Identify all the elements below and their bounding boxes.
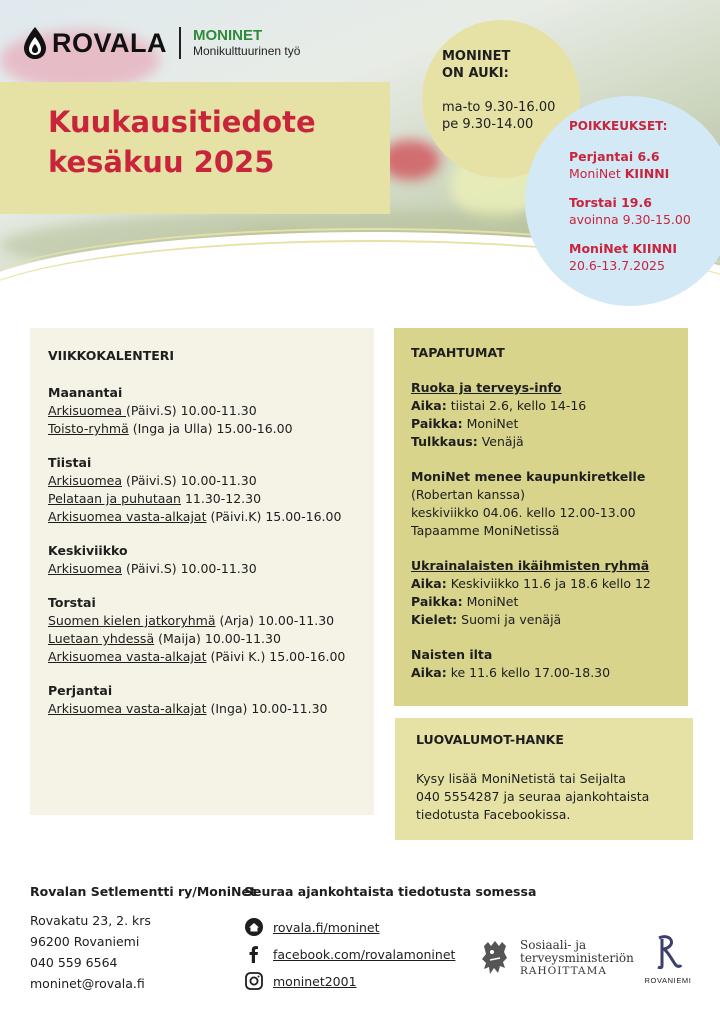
instagram-link[interactable]: moninet2001	[273, 973, 357, 989]
exception-note: MoniNet KIINNI	[569, 166, 670, 181]
day-monday	[48, 384, 374, 438]
org-name: Rovalan Setlementti ry/MoniNet	[30, 884, 256, 899]
day-name: Perjantai	[48, 683, 113, 698]
facebook-icon	[244, 944, 264, 964]
rovala-drop-icon	[22, 26, 48, 60]
exceptions-heading: POIKKEUKSET:	[569, 119, 668, 133]
group-link[interactable]: Suomen kielen jatkoryhmä	[48, 613, 216, 628]
ministry-logo	[478, 938, 634, 978]
weekly-calendar	[30, 328, 374, 815]
group-link[interactable]: Pelataan ja puhutaan	[48, 491, 181, 506]
page-subtitle: kesäkuu 2025	[48, 145, 275, 179]
page-title: Kuukausitiedote	[48, 105, 316, 139]
calendar-row: Arkisuomea vasta-alkajat (Päivi K.) 15.00-16.00	[48, 649, 346, 664]
facebook-link[interactable]: facebook.com/rovalamoninet	[273, 946, 456, 962]
calendar-row: Arkisuomea (Päivi.S) 10.00-11.30	[48, 561, 257, 576]
ministry-text: Sosiaali- ja terveysministeriön RAHOITTAMA	[520, 937, 634, 977]
instagram-icon	[244, 971, 264, 991]
home-icon	[244, 917, 264, 937]
event-line: Aika: tiistai 2.6, kello 14-16	[411, 398, 587, 413]
luovalumot-text: tiedotusta Facebookissa.	[416, 807, 571, 822]
luovalumot-heading: LUOVALUMOT-HANKE	[416, 732, 564, 747]
calendar-row: Luetaan yhdessä (Maija) 10.00-11.30	[48, 631, 281, 646]
group-link[interactable]: Arkisuomea vasta-alkajat	[48, 701, 207, 716]
event-line: Aika: Keskiviikko 11.6 ja 18.6 kello 12	[411, 576, 651, 591]
event-line: Paikka: MoniNet	[411, 594, 519, 609]
lion-crest-icon	[478, 938, 512, 978]
day-friday	[48, 682, 374, 718]
calendar-row: Pelataan ja puhutaan 11.30-12.30	[48, 491, 262, 506]
day-name: Tiistai	[48, 455, 92, 470]
luovalumot-text: Kysy lisää MoniNetistä tai Seijalta	[416, 771, 626, 786]
day-name: Keskiviikko	[48, 543, 128, 558]
event-line: Paikka: MoniNet	[411, 416, 519, 431]
event-line: keskiviikko 04.06. kello 12.00-13.00	[411, 505, 636, 520]
phone-number: 040 559 6564	[30, 955, 118, 970]
moninet-subtitle: Monikulttuurinen työ	[193, 44, 301, 58]
event-line: Tulkkaus: Venäjä	[411, 434, 524, 449]
event-line: Aika: ke 11.6 kello 17.00-18.30	[411, 665, 611, 680]
event-line: (Robertan kanssa)	[411, 487, 526, 502]
calendar-heading: VIIKKOKALENTERI	[48, 348, 175, 363]
group-link[interactable]: Arkisuomea	[48, 473, 123, 488]
calendar-row: Toisto-ryhmä (Inga ja Ulla) 15.00-16.00	[48, 421, 293, 436]
luovalumot-box	[395, 718, 693, 840]
address-line: Rovakatu 23, 2. krs	[30, 913, 151, 928]
day-thursday	[48, 594, 374, 666]
exception-date: Perjantai 6.6	[569, 149, 660, 164]
event-item	[411, 379, 688, 451]
social-heading: Seuraa ajankohtaista tiedotusta somessa	[244, 884, 537, 899]
day-name: Maanantai	[48, 385, 123, 400]
event-item	[411, 646, 688, 682]
exceptions	[525, 96, 720, 306]
social-row	[244, 914, 536, 940]
event-title: MoniNet menee kaupunkiretkelle	[411, 469, 646, 484]
day-wednesday	[48, 542, 374, 578]
calendar-row: Arkisuomea vasta-alkajat (Päivi.K) 15.00-16.00	[48, 509, 342, 524]
exception-date: Torstai 19.6	[569, 195, 652, 210]
exception-note: avoinna 9.30-15.00	[569, 212, 691, 227]
event-title: Ukrainalaisten ikäihmisten ryhmä	[411, 558, 650, 573]
opening-heading: ON AUKI:	[442, 66, 509, 81]
event-title: Ruoka ja terveys-info	[411, 380, 562, 395]
group-link[interactable]: Arkisuomea vasta-alkajat	[48, 509, 207, 524]
events-box	[394, 328, 688, 706]
title-box	[0, 82, 390, 214]
day-tuesday	[48, 454, 374, 526]
address-line: 96200 Rovaniemi	[30, 934, 140, 949]
rovala-logo: ROVALA	[52, 27, 167, 58]
calendar-row: Arkisuomea vasta-alkajat (Inga) 10.00-11.30	[48, 701, 328, 716]
moninet-title: MONINET	[193, 27, 263, 44]
calendar-row: Arkisuomea (Päivi.S) 10.00-11.30	[48, 403, 257, 418]
group-link[interactable]: Arkisuomea vasta-alkajat	[48, 649, 207, 664]
event-item	[411, 468, 688, 540]
website-link[interactable]: rovala.fi/moninet	[273, 919, 380, 935]
day-name: Torstai	[48, 595, 96, 610]
group-link[interactable]: Toisto-ryhmä	[48, 421, 129, 436]
events-heading: TAPAHTUMAT	[411, 345, 505, 360]
rovaniemi-emblem-icon	[651, 934, 685, 970]
calendar-row: Suomen kielen jatkoryhmä (Arja) 10.00-11.30	[48, 613, 335, 628]
moninet-logo	[193, 28, 300, 58]
group-link[interactable]: Arkisuomea	[48, 403, 126, 418]
email-address[interactable]: moninet@rovala.fi	[30, 976, 145, 991]
header-logos	[22, 26, 300, 60]
contact-info	[30, 884, 256, 994]
calendar-row: Arkisuomea (Päivi.S) 10.00-11.30	[48, 473, 257, 488]
logo-divider	[179, 27, 181, 59]
event-item	[411, 557, 688, 629]
rovaniemi-logo	[640, 934, 696, 985]
group-link[interactable]: Arkisuomea	[48, 561, 123, 576]
event-line: Kielet: Suomi ja venäjä	[411, 612, 562, 627]
exception-date: MoniNet KIINNI	[569, 241, 678, 256]
opening-hours-line: ma-to 9.30-16.00	[442, 100, 556, 115]
city-name: ROVANIEMI	[644, 976, 692, 985]
opening-hours-line: pe 9.30-14.00	[442, 117, 534, 132]
event-line: Tapaamme MoniNetissä	[411, 523, 560, 538]
exception-note: 20.6-13.7.2025	[569, 258, 665, 273]
group-link[interactable]: Luetaan yhdessä	[48, 631, 155, 646]
opening-heading: MONINET	[442, 49, 511, 64]
event-title: Naisten ilta	[411, 647, 493, 662]
luovalumot-text: 040 5554287 ja seuraa ajankohtaista	[416, 789, 650, 804]
